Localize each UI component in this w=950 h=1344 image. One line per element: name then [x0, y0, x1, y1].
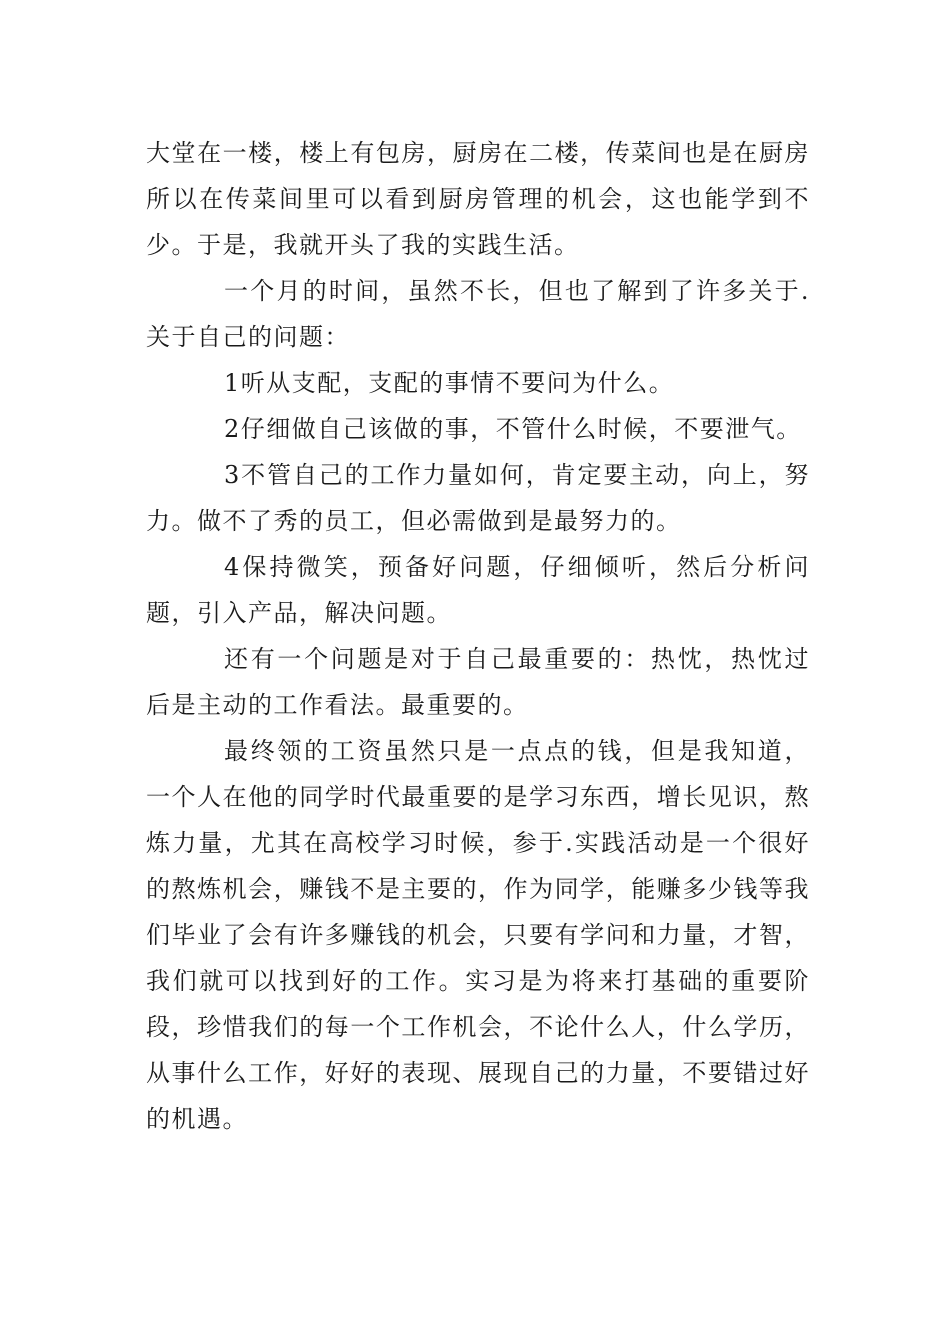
- paragraph-7: 还有一个问题是对于自己最重要的：热忱，热忱过后是主动的工作看法。最重要的。: [146, 645, 810, 719]
- paragraph-3: 1听从支配，支配的事情不要问为什么。: [224, 369, 675, 397]
- paragraph-5: 3不管自己的工作力量如何，肯定要主动，向上，努力。做不了秀的员工，但必需做到是最努力的。: [146, 461, 810, 535]
- paragraph-8: 最终领的工资虽然只是一点点的钱，但是我知道，一个人在他的同学时代最重要的是学习东西，增长见识，熬炼力量，尤其在高校学习时候，参于.实践活动是一个很好的熬炼机会，赚钱不是主要的，作为同学，能赚多少钱等我们毕业了会有许多赚钱的机会，只要有学问和力量，才智，我们就可以找到好的工作。实习是为将来打基础的重要阶段，珍惜我们的每一个工作机会，不论什么人，什么学历，从事什么工作，好好的表现、展现自己的力量，不要错过好的机遇。: [146, 737, 810, 1133]
- paragraph-2: 一个月的时间，虽然不长，但也了解到了许多关于.关于自己的问题：: [146, 277, 810, 351]
- paragraph-4: 2仔细做自己该做的事，不管什么时候，不要泄气。: [224, 415, 802, 443]
- document-body: [146, 130, 810, 1142]
- paragraph-1: 大堂在一楼，楼上有包房，厨房在二楼，传菜间也是在厨房所以在传菜间里可以看到厨房管理的机会，这也能学到不少。于是，我就开头了我的实践生活。: [146, 139, 810, 259]
- paragraph-6: 4保持微笑，预备好问题，仔细倾听，然后分析问题，引入产品，解决问题。: [146, 553, 810, 627]
